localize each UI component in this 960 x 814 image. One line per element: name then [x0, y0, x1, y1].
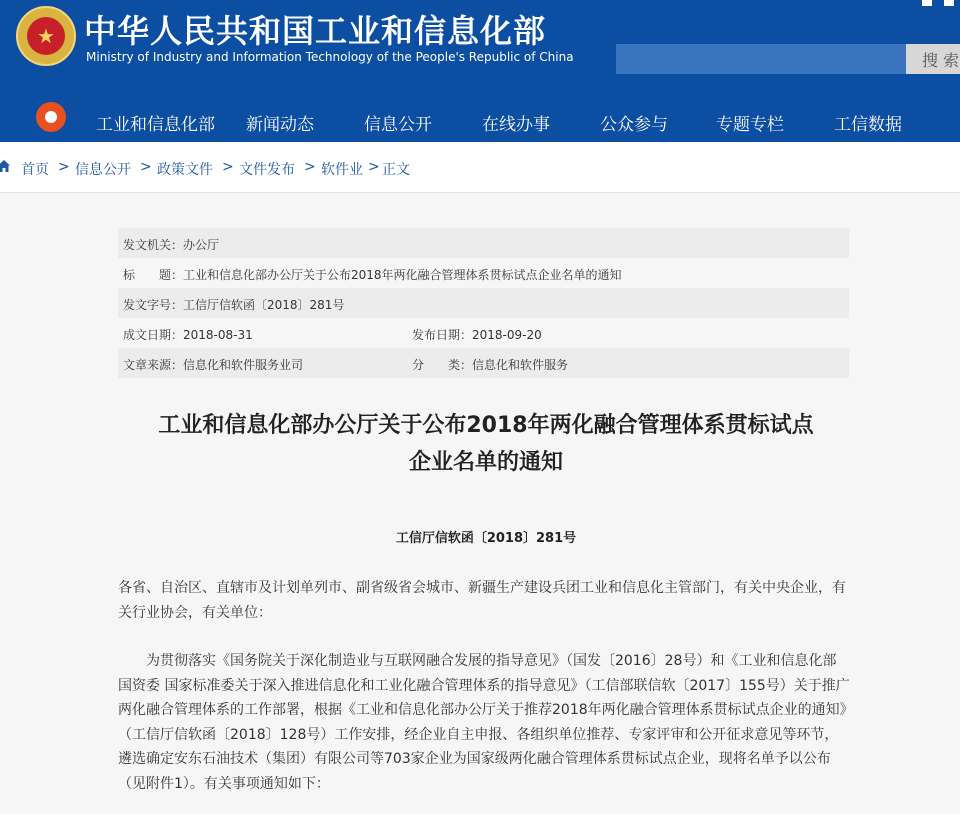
header-decoration [944, 0, 954, 6]
breadcrumb-separator: > [304, 159, 316, 175]
breadcrumb-separator: > [58, 159, 70, 175]
header-decoration [922, 0, 932, 6]
document-recipients: 各省、自治区、直辖市及计划单列市、副省级省会城市、新疆生产建设兵团工业和信息化主管部门，有关中央企业，有关行业协会，有关单位： [118, 580, 846, 621]
document-title [118, 407, 854, 481]
document-body-paragraph: 为贯彻落实《国务院关于深化制造业与互联网融合发展的指导意见》（国发〔2016〕28号）和《工业和信息化部 国资委 国家标准委关于深入推进信息化和工业化融合管理体系的指导意见》（工信部联信软〔2017〕155号）关于推广两化融合管理体系的工作部署，根据《工业和信息化部办公厅关于推荐2018年两化融合管理体系贯标试点企业的通知》（工信厅信软函〔2018〕128号）工作安排，经企业自主申报、各组织单位推荐、专家评审和公开征求意见等环节，遴选确定安东石油技术（集团）有限公司等703家企业为国家级两化融合管理体系贯标试点企业，现将名单予以公布（见附件1）。有关事项通知如下： [118, 653, 850, 792]
search-button[interactable]: 搜 索 [906, 44, 960, 74]
document-title-line: 企业名单的通知 [408, 450, 563, 475]
meta-published-date: 发布日期：2018-09-20 [412, 328, 542, 342]
nav-item-data[interactable]: 工信数据 [834, 115, 902, 135]
national-emblem-icon: ★ [16, 6, 76, 66]
breadcrumb-software[interactable]: 软件业 [321, 162, 363, 178]
site-subtitle: Ministry of Industry and Information Technology of the People's Republic of China [86, 50, 574, 64]
breadcrumb-policy-docs[interactable]: 政策文件 [157, 162, 213, 178]
nav-item-public-participation[interactable]: 公众参与 [600, 115, 668, 135]
search-input[interactable] [616, 44, 906, 74]
breadcrumb-current: 正文 [382, 162, 410, 178]
meta-source: 文章来源：信息化和软件服务业司 [123, 358, 304, 372]
nav-item-ministry[interactable]: 工业和信息化部 [96, 115, 215, 135]
document-number: 工信厅信软函〔2018〕281号 [395, 531, 577, 546]
breadcrumb-separator: > [368, 159, 380, 175]
miit-logo-icon[interactable] [36, 102, 66, 132]
nav-item-news[interactable]: 新闻动态 [246, 115, 314, 135]
breadcrumb-separator: > [222, 159, 234, 175]
site-title: 中华人民共和国工业和信息化部 [84, 12, 547, 50]
meta-row-doc-number [118, 288, 849, 318]
document-title-line: 工业和信息化部办公厅关于公布2018年两化融合管理体系贯标试点 [158, 413, 814, 438]
meta-row-dates [118, 318, 849, 348]
meta-row-title [118, 258, 849, 288]
breadcrumb-home[interactable]: 首页 [21, 162, 49, 178]
meta-category: 分 类：信息化和软件服务 [412, 358, 569, 372]
breadcrumb [0, 142, 960, 193]
nav-item-special-topics[interactable]: 专题专栏 [716, 115, 784, 135]
breadcrumb-info-disclosure[interactable]: 信息公开 [75, 162, 131, 178]
meta-title: 标 题：工业和信息化部办公厅关于公布2018年两化融合管理体系贯标试点企业名单的通知 [123, 268, 622, 282]
nav-item-online-services[interactable]: 在线办事 [482, 115, 550, 135]
meta-issuer: 发文机关：办公厅 [123, 238, 220, 252]
meta-row-source [118, 348, 849, 378]
meta-doc-number: 发文字号：工信厅信软函〔2018〕281号 [123, 298, 345, 312]
nav-item-info-disclosure[interactable]: 信息公开 [364, 115, 432, 135]
breadcrumb-doc-release[interactable]: 文件发布 [239, 162, 295, 178]
site-header [0, 0, 960, 142]
home-icon[interactable] [0, 159, 11, 173]
meta-row-issuer [118, 228, 849, 258]
meta-created-date: 成文日期：2018-08-31 [123, 328, 253, 342]
breadcrumb-separator: > [140, 159, 152, 175]
article-content [0, 193, 960, 814]
